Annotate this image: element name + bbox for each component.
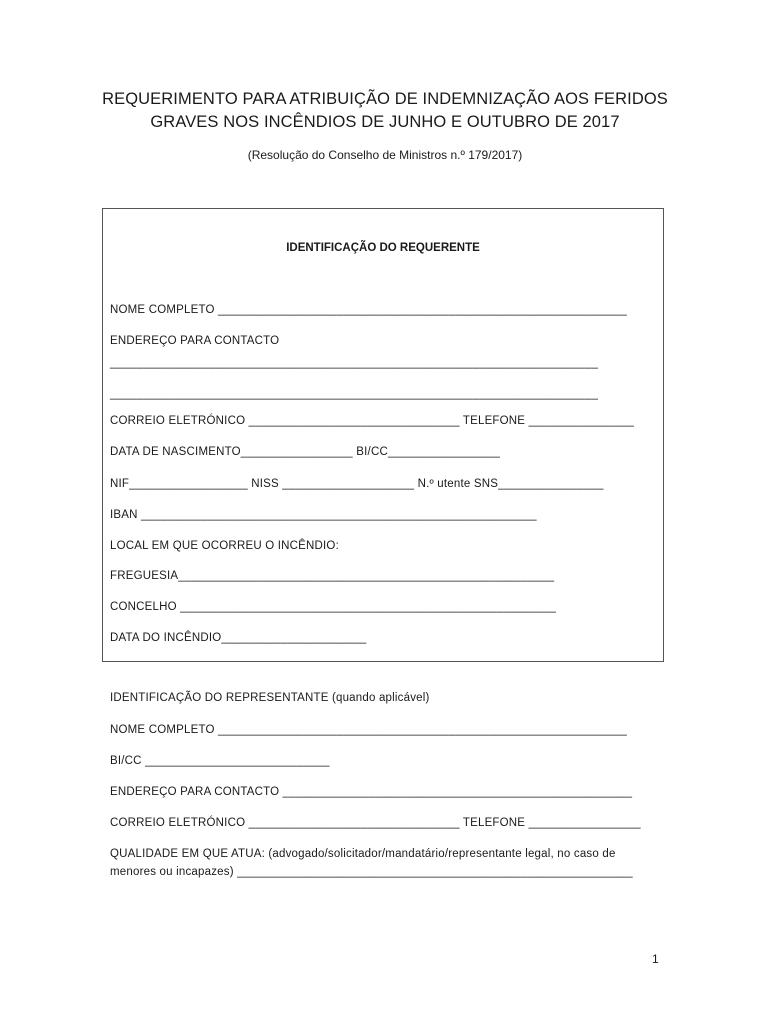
document-subtitle: (Resolução do Conselho de Ministros n.º 179/2017) [247, 148, 523, 162]
requerente-section [102, 208, 664, 662]
field-nascimento-bicc[interactable]: DATA DE NASCIMENTO_________________ BI/CC_________________ [110, 446, 501, 458]
title-line-1: REQUERIMENTO PARA ATRIBUIÇÃO DE INDEMNIZAÇÃO AOS FERIDOS [102, 90, 668, 108]
label-qualidade-atua: QUALIDADE EM QUE ATUA: (advogado/solicitador/mandatário/representante legal, no caso de [110, 848, 616, 860]
page-number: 1 [652, 952, 659, 966]
requerente-heading: IDENTIFICAÇÃO DO REQUERENTE [286, 242, 480, 254]
field-rep-nome-completo[interactable]: NOME COMPLETO ______________________________________________________________ [110, 724, 627, 736]
field-rep-endereco[interactable]: ENDEREÇO PARA CONTACTO _____________________________________________________ [110, 786, 633, 798]
field-qualidade-atua[interactable]: menores ou incapazes) ____________________________________________________________ [110, 866, 633, 878]
field-nif-niss-sns[interactable]: NIF__________________ NISS ____________________ N.º utente SNS________________ [110, 478, 604, 490]
field-iban[interactable]: IBAN ____________________________________________________________ [110, 509, 537, 521]
document-title [60, 88, 710, 134]
field-correio-telefone[interactable]: CORREIO ELETRÓNICO ________________________________ TELEFONE ________________ [110, 415, 635, 427]
label-local-incendio: LOCAL EM QUE OCORREU O INCÊNDIO: [110, 540, 339, 552]
field-endereco-line-1[interactable]: __________________________________________________________________________ [110, 357, 599, 369]
field-freguesia[interactable]: FREGUESIA_________________________________________________________ [110, 570, 555, 582]
field-nome-completo[interactable]: NOME COMPLETO ______________________________________________________________ [110, 304, 627, 316]
field-data-incendio[interactable]: DATA DO INCÊNDIO______________________ [110, 632, 367, 644]
field-endereco-line-2[interactable]: __________________________________________________________________________ [110, 388, 599, 400]
field-rep-correio-telefone[interactable]: CORREIO ELETRÓNICO ________________________________ TELEFONE _________________ [110, 817, 641, 829]
label-endereco-contacto: ENDEREÇO PARA CONTACTO [110, 335, 280, 347]
field-rep-bicc[interactable]: BI/CC ____________________________ [110, 755, 330, 767]
representante-heading: IDENTIFICAÇÃO DO REPRESENTANTE (quando aplicável) [110, 692, 430, 704]
title-line-2: GRAVES NOS INCÊNDIOS DE JUNHO E OUTUBRO DE 2017 [150, 113, 620, 131]
field-concelho[interactable]: CONCELHO _________________________________________________________ [110, 601, 557, 613]
